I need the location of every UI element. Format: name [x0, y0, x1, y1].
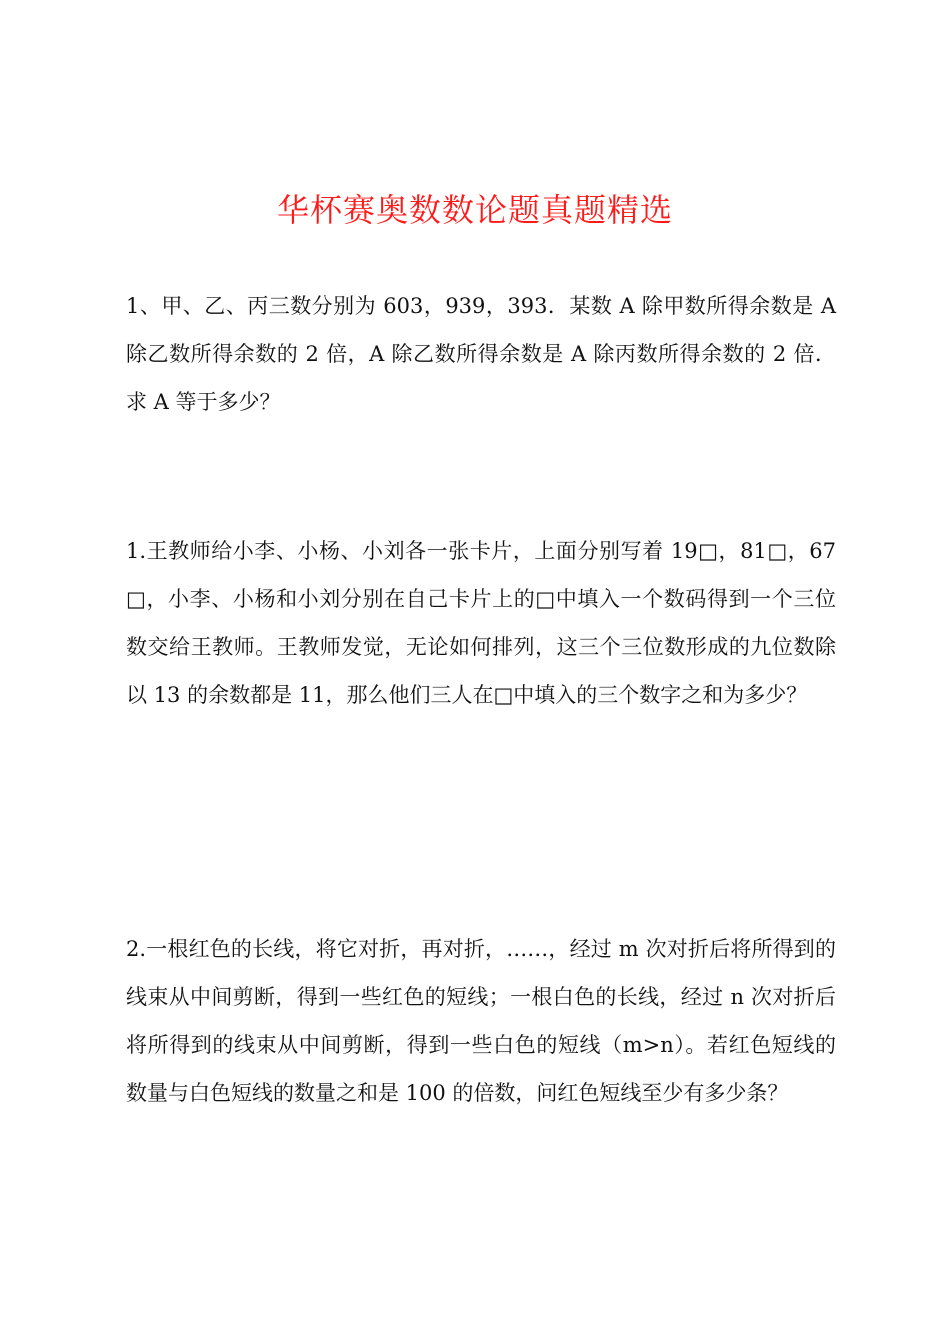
- problem-3: 2.一根红色的长线，将它对折，再对折，……，经过 m 次对折后将所得到的线束从中间剪断，得到一些红色的短线；一根白色的长线，经过 n 次对折后将所得到的线束从中间剪断，得到一些白色的短线（m>n）。若红色短线的数量与白色短线的数量之和是 100 的倍数，问红色短线至少有多少条？: [126, 937, 836, 1105]
- document-title: 华杯赛奥数数论题真题精选: [276, 191, 673, 229]
- problem-2: 1.王教师给小李、小杨、小刘各一张卡片，上面分别写着 19□，81□，67□，小李、小杨和小刘分别在自己卡片上的□中填入一个数码得到一个三位数交给王教师。王教师发觉，无论如何排列，这三个三位数形成的九位数除以 13 的余数都是 11，那么他们三人在□中填入的三个数字之和为多少？: [126, 539, 836, 707]
- problem-1: 1、甲、乙、丙三数分别为 603，939，393．某数 A 除甲数所得余数是 A 除乙数所得余数的 2 倍，A 除乙数所得余数是 A 除丙数所得余数的 2 倍．求 A 等于多少？: [126, 294, 836, 414]
